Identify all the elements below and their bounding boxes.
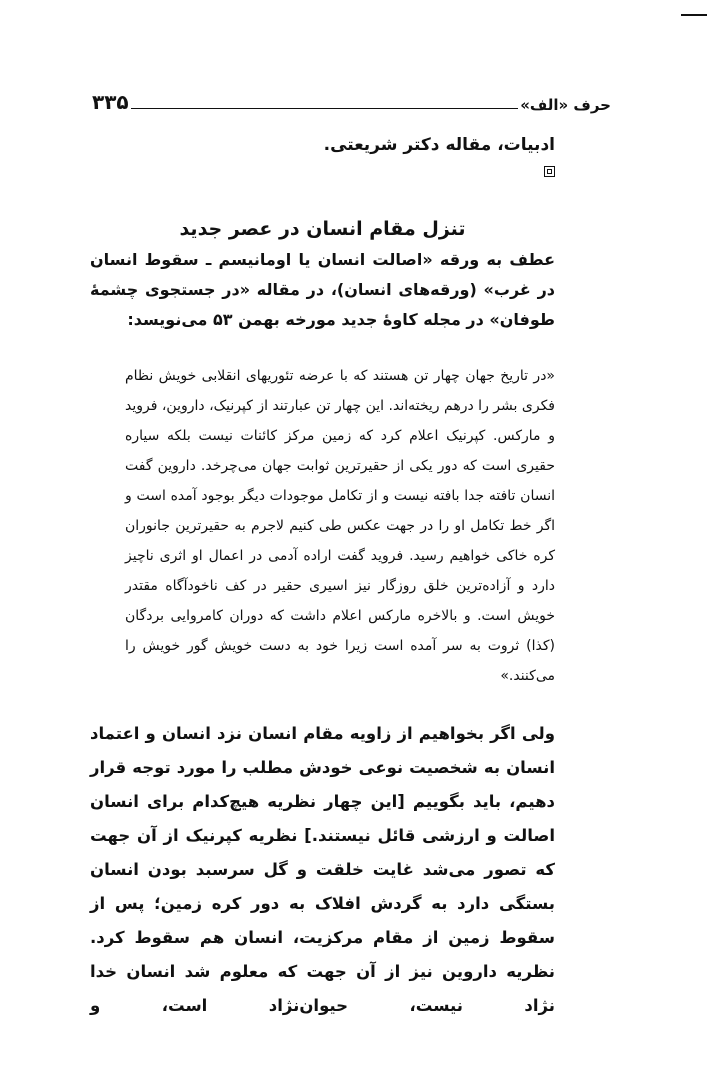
header-rule — [131, 108, 519, 109]
section-heading: تنزل مقام انسان در عصر جدید — [179, 218, 466, 240]
entry-end-square-icon — [544, 166, 555, 177]
chapter-title: حرف «الف» — [520, 96, 611, 114]
block-quote: «در تاریخ جهان چهار تن هستند که با عرضه تئوریهای انقلابی خویش نظام فکری بشر را درهم ریخته‌اند. این چهار تن عبارتند از کپرنیک، داروین، فروید و مارکس. کپرنیک اعلام کرد که زمین مرکز کائنات نیست بلکه سیاره حقیری است که دور یکی از حقیرترین ثوابت جهان می‌چرخد. داروین گفت انسان تافته جدا بافته نیست و از تکامل موجودات دیگر بوجود آمده است و اگر خط تکامل او را در جهت عکس طی کنیم لاجرم به حقیرترین جانوران کره خاکی خواهیم رسید. فروید گفت اراده آدمی در اعمال او اثری ناچیز دارد و آزاده‌ترین خلق روزگار نیز اسیری حقیر در کف ناخودآگاه مقتدر خویش است. و بالاخره مارکس اعلام داشت که دوران کامروایی بردگان (کذا) ثروت به سر آمده است زیرا خود به دست خویش گور خویش را می‌کنند.» — [125, 368, 555, 684]
page-number: ۳۳۵ — [92, 90, 129, 114]
running-header — [92, 84, 611, 114]
page-content — [90, 128, 555, 1023]
page-corner-mark — [681, 14, 707, 16]
body-paragraph: ولی اگر بخواهیم از زاویه مقام انسان نزد انسان و اعتماد انسان به شخصیت نوعی خودش مطلب را مورد توجه قرار دهیم، باید بگوییم [این چهار نظریه هیچ‌کدام برای انسان اصالت و ارزشی قائل نیستند.] نظریه کپرنیک از آن جهت که تصور می‌شد غایت خلقت و گل سرسبد بودن انسان بستگی دارد به گردش افلاک به دور کره زمین؛ پس از سقوط زمین از مقام مرکزیت، انسان هم سقوط کرد. نظریه داروین نیز از آن جهت که معلوم شد انسان خدا نژاد نیست، حیوان‌نژاد است، و — [90, 724, 555, 1015]
section-intro-paragraph: عطف به ورقه «اصالت انسان یا اومانیسم ـ سقوط انسان در غرب» (ورقه‌های انسان)، در مقاله «در جستجوی چشمهٔ طوفان» در مجله کاوهٔ جدید مورخه بهمن ۵۳ می‌نویسد: — [90, 250, 555, 329]
previous-entry-ending: ادبیات، مقاله دکتر شریعتی. — [323, 135, 555, 155]
